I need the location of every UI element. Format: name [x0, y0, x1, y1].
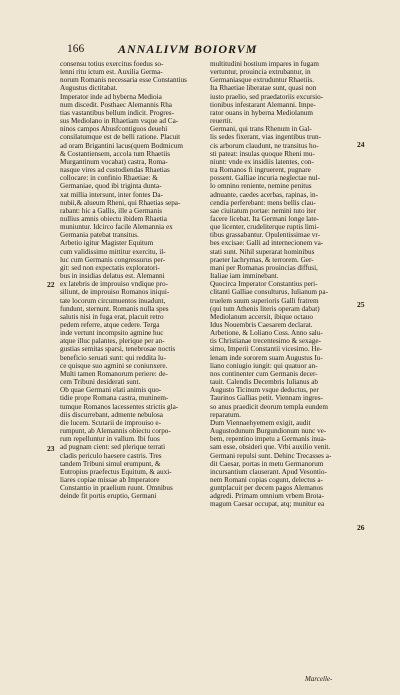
text-line: & Costantiensem, accola tum Rhaetiis — [60, 149, 170, 158]
text-line: rator ouans in hyberna Mediolanum — [210, 108, 313, 117]
text-line: reuertit. — [210, 117, 233, 126]
text-line: Ob quae Germani elati animis quo- — [60, 386, 162, 395]
text-line: luc cum Germanis congressurus per- — [60, 255, 166, 264]
text-line: Constantio in praelium ruunt. Omnibus — [60, 484, 173, 493]
text-line: Imperator inde ad hyberna Medioia — [60, 92, 162, 101]
text-line: Germaniae, quod ibi triginta dunta- — [60, 182, 162, 191]
margin-marker: 25 — [357, 300, 365, 309]
text-line: norum Romanis necessaria esse Constantius — [60, 76, 187, 85]
right-text-column — [210, 60, 356, 509]
text-line: magum Caesar occupat, atq; munitur ea — [210, 500, 325, 509]
text-line: so anus praedicit deorum templa eundem — [210, 402, 328, 411]
text-line: Eutropius praefectus Equitum, & auxi- — [60, 467, 172, 476]
text-line: lo omnino reniente, nemine penitus — [210, 182, 312, 191]
text-line: sus Mediolano in Rhaetiam vsque ad Ca- — [60, 117, 179, 126]
text-line: ex latebris de improuiso vndique pro- — [60, 280, 168, 289]
page-header — [0, 42, 400, 58]
page-number: 166 — [67, 43, 85, 55]
text-line: xat millia intersunt, inter fontes Da- — [60, 190, 163, 199]
text-line: cendia perferebant: mens bellis clau- — [210, 198, 316, 207]
text-line: Murgantinum vocabat) castra, Roma- — [60, 157, 168, 166]
text-line: cem Tribuni desiderati sunt. — [60, 378, 141, 387]
text-line: siliunt, de improuiso Romanos iniqui- — [60, 288, 170, 297]
text-line: Augusto Ticinum vsque deductus, per — [210, 386, 319, 395]
text-line: Germani repulsi sunt. Dehinc Trecasses a- — [210, 451, 332, 460]
text-line: rumpunt, ab Alemannis obiectu corpo- — [60, 427, 171, 436]
text-line: guntplacuit per decem pagos Alemanos — [210, 484, 323, 493]
text-line: iusto praelio, sed praedatoriis excursio- — [210, 92, 324, 101]
margin-marker: 22 — [47, 280, 55, 289]
text-line: Dum Viennaehyemem exigit, audit — [210, 418, 311, 427]
text-line: gustias semitas sparsi, tenebrosae noctis — [60, 345, 176, 354]
text-line: adgredi. Primam omnium vrbem Brota- — [210, 492, 324, 501]
text-line: sti pateat: insulas quoque Rheni mu- — [210, 149, 315, 158]
text-line: reparatum. — [210, 410, 241, 419]
text-line: fundunt, sternunt. Romanis nulla spes — [60, 304, 169, 313]
text-line: liano coniugio iungit: qui quatuor an- — [210, 361, 318, 370]
text-line: Idus Nouembris Caesarem declarat. — [210, 321, 313, 329]
text-line: Multi tamen Romanorum periere: de- — [60, 369, 168, 378]
text-line: pedem referre, atque cedere. Terga — [60, 321, 160, 329]
text-line: lis sedes fixerant, vias ingentibus trun- — [210, 133, 321, 142]
running-head: ANNALIVM BOIORVM — [118, 42, 258, 56]
text-line: cladis periculo haesere castris. Tres — [60, 451, 162, 460]
text-line: ninos campos Abusfcontiguos deuehi — [60, 125, 168, 134]
text-line: adnuante, caedes acerbas, rapinas, in- — [210, 190, 318, 199]
text-line: tauit. Calendis Decembris Iulianus ab — [210, 378, 318, 387]
text-line: nos continenter cum Germanis decer- — [210, 369, 318, 378]
text-line: dit Caesar, portas in metu Germanorum — [210, 459, 324, 468]
text-line: vertuntur, prouincia extrubantur, in — [210, 68, 311, 77]
margin-marker: 26 — [357, 523, 365, 532]
text-line: truelem suum superioris Galli fratrem — [210, 296, 319, 305]
text-line: multitudini hostium impares in fugam — [210, 60, 320, 68]
text-line: possent. Galliae incuria neglectae nul- — [210, 174, 320, 183]
text-line: git: sed non expectatis exploratori- — [60, 263, 160, 272]
text-line: mani per Romanas prouincias diffusi, — [210, 263, 318, 272]
catchword: Marcelle- — [305, 675, 333, 683]
text-line: consensu totius exercitus foedus so- — [60, 60, 164, 68]
text-line: stati sunt. Nihil superarat hominibus — [210, 247, 315, 256]
text-line: liares copiae missae ab Imperatore — [60, 475, 160, 484]
text-line: sam esse, obsideri que. Vrbi auxilio venit. — [210, 443, 331, 452]
text-line: tidie prope Romana castra, muninem- — [60, 394, 169, 403]
text-line: Ita Rhaetiae liberatae sunt, quasi non — [210, 84, 317, 93]
text-line: salutis nisi in fuga erat, placuit retro — [60, 312, 164, 321]
text-line: Taurinos Gallias petit. Viennam ingres- — [210, 394, 323, 403]
text-line: Mediolanum accersit, ibique octauo — [210, 312, 313, 321]
text-line: que licenter, crudeliterque ruptis limi- — [210, 223, 319, 232]
text-line: incursantium clauserant. Apud Vesontio- — [210, 467, 327, 476]
text-line: inde vertunt incompsito agmine huc — [60, 329, 164, 338]
text-line: die lucem. Scutarii de improuiso e- — [60, 418, 161, 427]
text-line: Augustus dictitabat. — [60, 84, 118, 93]
margin-marker: 23 — [47, 444, 55, 453]
text-line: sae ciuitatum portae: nemini tuto iter — [210, 206, 316, 215]
text-line: beneficio seruati sunt: qui reddita lu- — [60, 353, 166, 362]
text-line: bes excisae: Galli ad internecionem va- — [210, 239, 324, 248]
text-line: cum validissimo mittitur exercitu, il- — [60, 247, 166, 256]
text-line: bus in insidias delatus est. Alemanni — [60, 272, 165, 281]
margin-marker: 24 — [357, 140, 365, 149]
text-line: Quocirca Imperator Constantius peri- — [210, 280, 318, 289]
text-line: ad pugnam cient: sed plerique terrati — [60, 443, 166, 452]
text-line: nasque vires ad custodiendas Rhaetias — [60, 166, 170, 175]
text-line: Augustodunum Burgundionum nunc ve- — [210, 427, 327, 436]
text-line: Germaniasque extruduntur Rhaetiis. — [210, 76, 314, 85]
text-line: nullius amnis obiectu ibidem Rhaetia — [60, 214, 167, 223]
text-line: ce quisque suo agmini se coniunxere. — [60, 361, 168, 370]
left-text-column — [60, 60, 206, 500]
text-line: Germania patebat transitus. — [60, 231, 139, 240]
text-line: ad oram Brigantini lacus(quem Bodmicum — [60, 141, 183, 150]
text-line: collocare: in confinio Rhaetiae: & — [60, 174, 158, 183]
text-line: facere licebat. Ita Germani longe late- — [210, 214, 319, 223]
text-line: bem, repentino impetu a Germanis inua- — [210, 435, 327, 444]
text-line: tra Romanos fi ingruerent, pugnare — [210, 166, 311, 175]
text-line: (qui tum Athenis literis operam dabat) — [210, 304, 320, 313]
text-line: praeter lachrymas, & terrorem. Ger- — [210, 255, 314, 264]
text-line: rabant: hic a Gallis, ille a Germanis — [60, 206, 162, 215]
text-line: tibus grassabantur. Opulentissimae vr- — [210, 231, 321, 240]
text-line: Arbetio igitur Magister Equitum — [60, 239, 154, 248]
text-line: tias vastantibus bellum indicit. Progres- — [60, 108, 174, 117]
text-line: tandem Tribuni simul erumpunt, & — [60, 459, 161, 468]
text-line: num discedit. Posthaec Alemannis Rha — [60, 100, 172, 109]
text-line: tis Christianae trecentesimo & sexage- — [210, 337, 321, 346]
text-line: rum repelluntur in vallum. Ibi fuos — [60, 435, 160, 444]
text-line: nem Romani copias cogunt, delectus a- — [210, 475, 323, 484]
text-line: clitanti Galliae consulturus, Iulianum pa- — [210, 288, 328, 297]
text-line: niunt: vnde ex insidiis latentes, con- — [210, 157, 314, 166]
text-line: muniuntur. Idcirco facile Alemannia ex — [60, 223, 173, 232]
text-line: atque illuc palantes, plerique per an- — [60, 337, 165, 346]
text-line: Germani, qui trans Rhenum in Gal- — [210, 125, 312, 134]
text-line: tumque Romanos lacessentes strictis gla- — [60, 402, 179, 411]
text-line: diis discurrebant, admente nebulosa — [60, 410, 163, 419]
text-line: lenam inde sororem suam Augustus Iu- — [210, 353, 323, 362]
text-line: cis arborum claudunt, ne transitus ho- — [210, 141, 319, 150]
text-line: tionibus infestarant Alemanni. Impe- — [210, 100, 316, 109]
text-line: Arbetione, & Loliano Coss. Anno salu- — [210, 329, 323, 338]
text-line: tate locorum circumuentos inuadunt, — [60, 296, 166, 305]
text-line: nubii,& alueum Rheni, qui Rhaetias sepa- — [60, 198, 181, 207]
text-line: deinde fit portis eruptio, Germani — [60, 492, 157, 501]
text-line: consilatumque est de belli ratione. Placuit — [60, 133, 181, 142]
text-line: lenni ritu ictum est. Auxilia Germa- — [60, 68, 163, 77]
text-line: simo, Imperii Constantii vicesimo. He- — [210, 345, 323, 354]
text-line: Italiae iam imminebant. — [210, 272, 279, 281]
